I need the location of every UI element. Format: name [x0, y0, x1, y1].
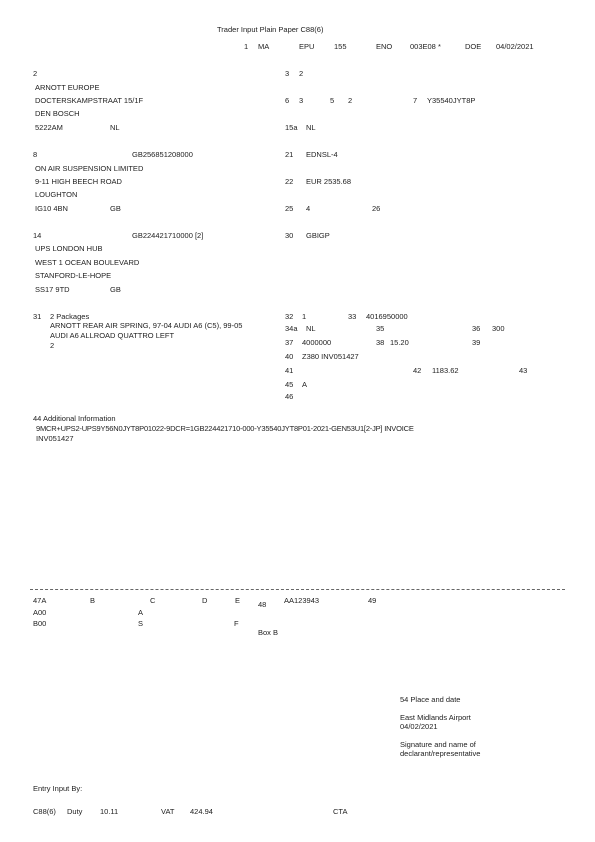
eno-label: ENO — [376, 42, 393, 51]
additional-info-line: INV051427 — [36, 434, 74, 443]
tax-line-method: F — [234, 619, 239, 628]
entry-input-by-label: Entry Input By: — [33, 784, 83, 793]
consignee-eori: GB256851208000 — [132, 150, 193, 159]
box42-number: 42 — [413, 366, 422, 375]
box47-col-c-header: C — [150, 596, 156, 605]
box33-number: 33 — [348, 312, 357, 321]
vat-value: 424.94 — [190, 807, 213, 816]
packages-text: 2 Packages — [50, 312, 90, 321]
declarant-line: WEST 1 OCEAN BOULEVARD — [35, 258, 140, 267]
cta-label: CTA — [333, 807, 348, 816]
box25-number: 25 — [285, 204, 294, 213]
footer-form-id: C88(6) — [33, 807, 56, 816]
box38-value: 15.20 — [390, 338, 409, 347]
additional-info-label: 44 Additional Information — [33, 414, 116, 423]
box2-number: 2 — [33, 69, 38, 78]
tax-line-code: A00 — [33, 608, 47, 617]
signature-label: declarant/representative — [400, 749, 481, 758]
box7-number: 7 — [413, 96, 418, 105]
declarant-eori: GB224421710000 [2] — [132, 231, 204, 240]
duty-value: 10.11 — [100, 807, 119, 816]
box34a-value: NL — [306, 324, 316, 333]
box34a-number: 34a — [285, 324, 298, 333]
box1-value: MA — [258, 42, 270, 51]
form-title: Trader Input Plain Paper C88(6) — [217, 25, 324, 34]
box30-value: GBIGP — [306, 231, 330, 240]
box5-number: 5 — [330, 96, 335, 105]
box48-number: 48 — [258, 600, 267, 609]
tax-line-code: B00 — [33, 619, 47, 628]
consignor-country: NL — [110, 123, 120, 132]
box5-value: 2 — [348, 96, 353, 105]
box15a-value: NL — [306, 123, 316, 132]
place-value: East Midlands Airport — [400, 713, 471, 722]
consignor-line: ARNOTT EUROPE — [35, 83, 100, 92]
declarant-country: GB — [110, 285, 121, 294]
goods-description: ARNOTT REAR AIR SPRING, 97-04 AUDI A6 (C5), 99-05 — [50, 321, 243, 330]
consignor-postcode: 5222AM — [35, 123, 63, 132]
declarant-postcode: SS17 9TD — [35, 285, 70, 294]
box32-number: 32 — [285, 312, 294, 321]
box45-value: A — [302, 380, 308, 389]
commodity-code: 4016950000 — [366, 312, 408, 321]
consignee-country: GB — [110, 204, 121, 213]
box45-number: 45 — [285, 380, 294, 389]
epu-value: 155 — [334, 42, 347, 51]
doe-label: DOE — [465, 42, 482, 51]
box39-number: 39 — [472, 338, 481, 347]
box37-value: 4000000 — [302, 338, 332, 347]
box7-value: Y35540JYT8P — [427, 96, 476, 105]
eno-value: 003E08 * — [410, 42, 441, 51]
box35-number: 35 — [376, 324, 385, 333]
box46-number: 46 — [285, 392, 294, 401]
tax-line-value: A — [138, 608, 144, 617]
box36-value: 300 — [492, 324, 505, 333]
box38-number: 38 — [376, 338, 385, 347]
box22-value: EUR 2535.68 — [306, 177, 352, 186]
box6-value: 3 — [299, 96, 304, 105]
box47-col-b-header: B — [90, 596, 96, 605]
box47a-header: 47A — [33, 596, 47, 605]
vat-label: VAT — [161, 807, 175, 816]
box30-number: 30 — [285, 231, 294, 240]
box43-number: 43 — [519, 366, 528, 375]
doe-value: 04/02/2021 — [496, 42, 534, 51]
declarant-line: UPS LONDON HUB — [35, 244, 103, 253]
section-divider — [30, 589, 565, 590]
consignor-line: DEN BOSCH — [35, 109, 80, 118]
box21-value: EDNSL-4 — [306, 150, 338, 159]
box40-value: Z380 INV051427 — [302, 352, 359, 361]
box8-number: 8 — [33, 150, 38, 159]
box47-col-e-header: E — [235, 596, 241, 605]
box40-number: 40 — [285, 352, 294, 361]
box-b-label: Box B — [258, 628, 279, 637]
box14-number: 14 — [33, 231, 42, 240]
consignee-line: LOUGHTON — [35, 190, 78, 199]
goods-description: AUDI A6 ALLROAD QUATTRO LEFT — [50, 331, 175, 340]
box3-number: 3 — [285, 69, 290, 78]
epu-label: EPU — [299, 42, 315, 51]
box6-number: 6 — [285, 96, 290, 105]
declarant-line: STANFORD-LE-HOPE — [35, 271, 112, 280]
box47-col-d-header: D — [202, 596, 208, 605]
box31-number: 31 — [33, 312, 42, 321]
date-value: 04/02/2021 — [400, 722, 438, 731]
consignee-postcode: IG10 4BN — [35, 204, 68, 213]
box37-number: 37 — [285, 338, 294, 347]
place-date-label: 54 Place and date — [400, 695, 461, 704]
goods-quantity: 2 — [50, 341, 55, 350]
duty-label: Duty — [67, 807, 83, 816]
box36-number: 36 — [472, 324, 481, 333]
tax-line-value: S — [138, 619, 144, 628]
box22-number: 22 — [285, 177, 294, 186]
box25-value: 4 — [306, 204, 311, 213]
consignee-line: ON AIR SUSPENSION LIMITED — [35, 164, 144, 173]
box49-number: 49 — [368, 596, 377, 605]
consignor-line: DOCTERSKAMPSTRAAT 15/1F — [35, 96, 144, 105]
box3-value: 2 — [299, 69, 304, 78]
box21-number: 21 — [285, 150, 294, 159]
item-price: 1183.62 — [432, 366, 459, 375]
additional-info-line: 9MCR+UPS2-UPS9Y56N0JYT8P01022-9DCR=1GB224421710-000-Y35540JYT8P01-2021-GEN53U1[2-JP] INVOICE — [36, 424, 414, 433]
box26-number: 26 — [372, 204, 381, 213]
box48-value: AA123943 — [284, 596, 320, 605]
box41-number: 41 — [285, 366, 294, 375]
box32-value: 1 — [302, 312, 307, 321]
consignee-line: 9-11 HIGH BEECH ROAD — [35, 177, 122, 186]
box15a-number: 15a — [285, 123, 298, 132]
signature-label: Signature and name of — [400, 740, 476, 749]
box1-number: 1 — [244, 42, 249, 51]
